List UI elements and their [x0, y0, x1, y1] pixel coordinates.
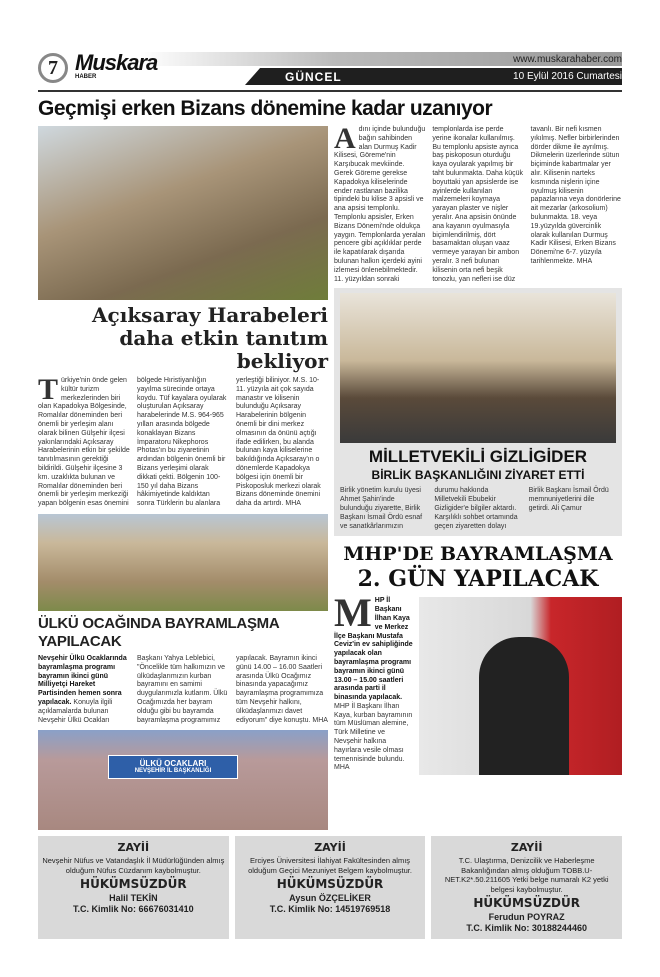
notice-ad-1: ZAYİİ Nevşehir Nüfus ve Vatandaşlık İl Müdürlüğünden almış olduğum Nüfus Cüzdanım kaybolmuştur. HÜKÜMSÜZDÜR Halil TEKİN T.C. Kimlik No: 66676031410 [38, 836, 229, 939]
cave-church-photo [38, 126, 328, 300]
article2-body-a: Türkiye'nin önde gelen kültür turizm merkezlerinden biri olan Kapadokya Bölgesinde, Romalılar döneminden beri önemli bir yerleşim alanı olarak bilinen Gülşehir ilçesi yakınlarındaki Açıksaray Harabelerinin etkin bir şekilde tanıtılmasının gerektiği bildirildi. Gülşehir ilçesine 3 km. uzaklıkta bulunan ve Romalılar döneminden beri önemli bir yerleşim merkeziği yapan bölgenin esas önemini bölgede Hıristiyanlığın yayılma sürecinde ortaya koydu. Tüf kayalara oyularak oluşturulan Açıksaray harabelerinde M.S. 964-965 yılları arasında bölgede konaklayan Bizans İmparatoru Nikephoros Photas'ın bu ziyaretinin ardından bölgenin önemli bir Bizans yerleşimi olarak dikkati çekti. Bölgenin 100-150 yıl daha Bizans hâkimiyetinde kaldıktan sonra Türklerin bu alanlara yerleştiği biliniyor. M.S. 10-11. yüzyıla ait çok sayıda manastır ve kilisenin bulunduğu Açıksaray Harabelerinin bölgenin önemli bir dini merkez olmasının da önünü açtığı ifade edilirken, bu alanda bulunan kaya kiliselerine bakıldığında Açıksaray'ın o dönemlerde Kapadokya bölgesi için önemli bir Piskoposluk merkezi olarak Bizans döneminde önemini daha da artırdı. MHA [38, 373, 321, 508]
mhp-official-photo [419, 597, 622, 775]
section-label: GÜNCEL [285, 70, 342, 84]
meeting-photo [340, 293, 616, 443]
logo: Muskara HABER [75, 50, 158, 80]
article4-body: Nevşehir Ülkü Ocaklarında bayramlaşma programı bayramın ikinci günü Milliyetçi Hareket Partisinden hemen sonra yapılacak. Konuyla ilgili açıklamalarda bulunan Nevşehir Ülkü Ocakları Başkanı Yahya Leblebici, "Öncelikle tüm halkımızın ve ülküdaşlarımızın kurban bayramını en samimi duygularımızla kutlarım. Ülkü Ocağımızda her bayram olduğu gibi bu bayramda bayramlaşma programımız yapılacak. Bayramın ikinci günü 14.00 – 16.00 Saatleri arasında Ülkü Ocağımız binasında yapacağımız bayramlaşma programımıza tüm Nevşehir halkını, ülküdaşlarımızı davet ediyorum" diye konuştu. MHA [38, 654, 328, 724]
right-column [334, 122, 622, 775]
page-number: 7 [38, 53, 68, 83]
article5-headline: MHP'DE BAYRAMLAŞMA 2. GÜN YAPILACAK [343, 543, 613, 593]
main-headline: Geçmişi erken Bizans dönemine kadar uzanıyor [38, 97, 493, 120]
article5-body: MHP İl Başkanı İlhan Kaya ve Merkez İlçe Başkanı Mustafa Ceviz'in ev sahipliğinde yapılacak olan bayramlaşma programı bayramın ikinci günü 13.00 – 15.00 saatleri arasında parti il binasında yapılacak. MHP İl Başkanı İlhan Kaya, kurban bayramının tüm Müslüman alemine, Türk Milletine ve Nevşehir halkına hayırlara vesile olması temennisinde bulundu. MHA [334, 590, 413, 772]
left-column [38, 126, 328, 830]
article2-headline: Açıksaray Harabeleri daha etkin tanıtım bekliyor [92, 303, 328, 373]
article3-headline: MİLLETVEKİLİ GİZLİGİDER BİRLİK BAŞKANLIĞINI ZİYARET ETTİ [368, 447, 588, 483]
article1-body: Adını içinde bulunduğu bağın sahibinden alan Durmuş Kadir Kilisesi, Göreme'nin Karşıbucak mevkiinde. Gerek Göreme gerekse Kapadokya kiliselerinde ender rastlanan bazilika tipindeki bu kilise 3 apsisli ve ana apsisi templonlu. Templonlu apsisler, Erken Bizans Dönemi'nde oldukça yaygın. Templonlarda yeralan pencere gibi açıklıklar perde ile kapatılarak dışarıda bulunan halkın içerdeki ayini izlemesi önlenebilmektedir. 11. yüzyıldan sonraki templonlarda ise perde yerine ikonalar kullanılmış. Bu templonlu apsiste ayrıca baş piskoposun oturduğu kaya oyularak yapılmış bir taht bulunmakta. Daha küçük boyuttaki yan apsislerde ise ayinlerde kullanılan malzemeleri koymaya yarayan plaster ve nişler yeralır. Ana apsisin önünde ana kayanın oyulmasıyla biçimlendirilmiş, dört basamaktan oluşan vaaz vermeye yarayan bir ambon yeralır. 3 nefi bulunan kilisenin orta nefi beşik tonozlu, yan nefleri ise düz tavanlı. Bir nefi kısmen yıkılmış. Nefler birbirlerinden dörder dikme ile ayrılmış. Dikmelerin üzerlerinde sütun biçiminde kabartmalar yer alır. Kilisenin narteks kısmında nişlerin içine oyulmuş kilisenin papazlarına veya donörlerine ait mezarlar (arkosolium) bulunmakta. 18. veya 19.yüzyılda güvercinlik olarak kullanılan Durmuş Kadir Kilisesi, Erken Bizans Dönemi'ne 6-7. yüzyıla tarihlenmekte. MHA [334, 122, 621, 283]
notice-ad-3: ZAYİİ T.C. Ulaştırma, Denizcilik ve Haberleşme Bakanlığından almış olduğum TOBB.U-NET.K2*.50.211605 Yetki belge numaralı K2 yetki belgesi kaybolmuştur. HÜKÜMSÜZDÜR Ferudun POYRAZ T.C. Kimlik No: 30188244460 [431, 836, 622, 939]
page-columns [38, 122, 622, 830]
building-sign: ÜLKÜ OCAKLARI NEVŞEHİR İL BAŞKANLIĞI [108, 755, 238, 779]
issue-date: 10 Eylül 2016 Cumartesi [513, 71, 622, 82]
article3-box [334, 288, 622, 536]
notice-ads-row [38, 836, 622, 939]
website-url[interactable]: www.muskarahaber.com [513, 54, 622, 65]
page-header [38, 50, 622, 90]
article4-headline: ÜLKÜ OCAĞINDA BAYRAMLAŞMA YAPILACAK [38, 614, 279, 650]
header-rule [38, 90, 622, 92]
article5-row [334, 590, 622, 775]
person-silhouette [479, 637, 569, 775]
notice-ad-2: ZAYİİ Erciyes Üniversitesi İlahiyat Fakültesinden almış olduğum Geçici Mezuniyet Belgem kaybolmuştur. HÜKÜMSÜZDÜR Aysun ÖZÇELİKER T.C. Kimlik No: 14519769518 [235, 836, 426, 939]
article3-body: Birlik yönetim kurulu üyesi Ahmet Şahin'inde bulunduğu ziyarette, Birlik Başkanı İsmail Ördü esnaf ve sanatkârlarımızın durumu hakkında Milletvekili Ebubekir Gizligider'e bilgiler aktardı. Karşılıklı sohbet ortamında geçen ziyaretten dolayı Birlik Başkanı İsmail Ördü memnuniyetlerini dile getirdi. Ali Çamur [340, 487, 609, 530]
aciksaray-photo [38, 514, 328, 611]
ulku-ocaklari-building-photo [38, 730, 328, 830]
